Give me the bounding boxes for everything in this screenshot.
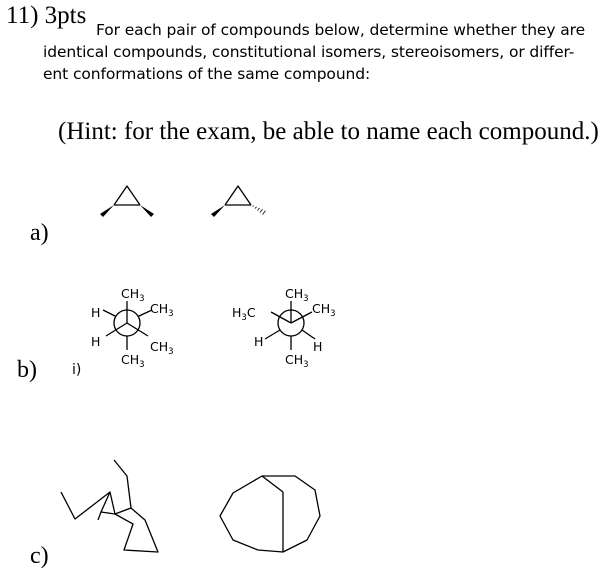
part-a-label: a): [30, 220, 49, 246]
hashed-bond: [253, 206, 266, 215]
newman-1-labels: [91, 286, 174, 370]
n1-back-right-ch3: $CH_3$: [150, 339, 174, 357]
n2-front-top-ch3: $CH_3$: [285, 286, 309, 304]
n2-front-right-ch3: $CH_3$: [312, 301, 336, 319]
cyclopropane-2: [211, 186, 266, 217]
n2-back-right-h: H: [313, 339, 323, 354]
n1-back-left-h: H: [91, 334, 101, 349]
n1-back-bottom-ch3: $CH_3$: [121, 352, 145, 370]
intro-line-2: identical compounds, constitutional isomers, stereoisomers, or differ-: [43, 43, 575, 61]
intro-line-1: For each pair of compounds below, determine whether they are: [96, 21, 586, 39]
n1-front-top-ch3: $CH_3$: [121, 286, 145, 304]
n2-front-left-h3c: $H_3C$: [232, 305, 256, 323]
intro-line-3: ent conformations of the same compound:: [43, 65, 371, 83]
n2-back-bottom-ch3: $CH_3$: [285, 352, 309, 370]
wedge-bond: [211, 205, 225, 217]
wedge-bond-left: [100, 205, 114, 217]
n2-back-left-h: H: [254, 334, 264, 349]
bicyclic-perspective-structure: [61, 460, 158, 552]
hint-text: (Hint: for the exam, be able to name each compound.): [58, 118, 599, 145]
cyclopropane-1: [100, 186, 154, 217]
newman-projection-1: [103, 301, 152, 350]
newman-2-labels: [232, 286, 336, 370]
newman-projection-2: [265, 301, 315, 350]
n1-front-left-h: H: [91, 305, 101, 320]
n1-front-right-ch3: $CH_3$: [150, 301, 174, 319]
part-b-label: b): [17, 357, 37, 383]
part-c-label: c): [30, 543, 49, 569]
question-number: 11) 3pts: [6, 2, 87, 29]
wedge-bond-right: [140, 205, 154, 217]
bicyclic-fused-octagon-structure: [220, 476, 320, 552]
part-b-sub-label: i): [72, 362, 82, 378]
